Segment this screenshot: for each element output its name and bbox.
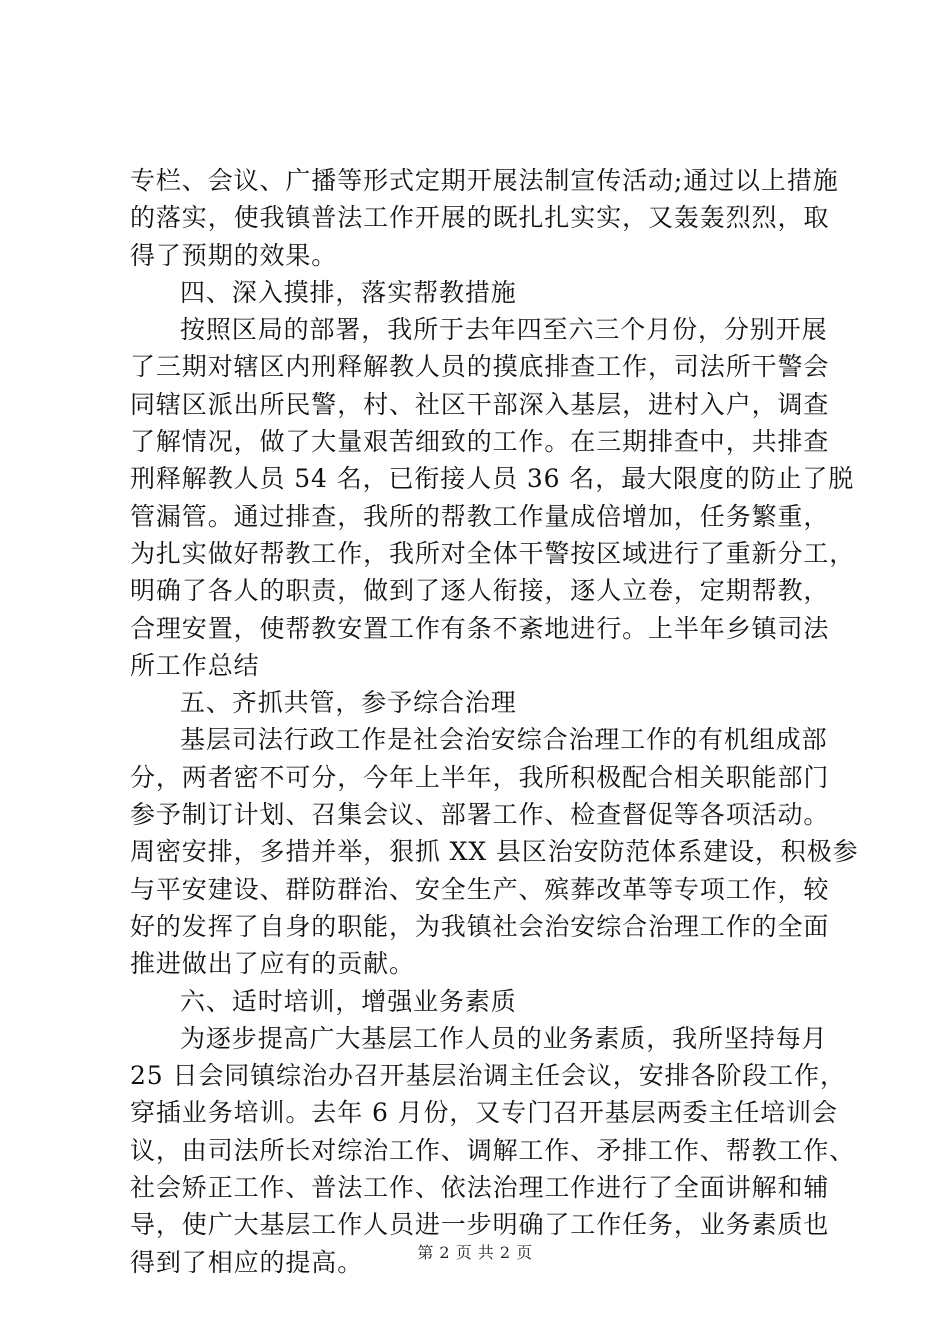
paragraph-line-indented: 五、齐抓共管，参予综合治理 (180, 688, 517, 718)
paragraph-line: 刑释解教人员 54 名，已衔接人员 36 名，最大限度的防止了脱 (130, 464, 855, 494)
paragraph-line: 得到了相应的提高。 (130, 1247, 364, 1277)
paragraph-line: 了三期对辖区内刑释解教人员的摸底排查工作，司法所干警会 (130, 352, 830, 382)
paragraph-line: 明确了各人的职责，做到了逐人衔接，逐人立卷，定期帮教， (130, 576, 830, 606)
paragraph-line: 得了预期的效果。 (130, 240, 338, 270)
paragraph-line: 管漏管。通过排查，我所的帮教工作量成倍增加，任务繁重， (130, 501, 830, 531)
paragraph-line: 推进做出了应有的贡献。 (130, 949, 415, 979)
paragraph-line-indented: 基层司法行政工作是社会治安综合治理工作的有机组成部 (180, 725, 828, 755)
paragraph-line: 所工作总结 (130, 650, 260, 680)
paragraph-line: 周密安排，多措并举，狠抓 XX 县区治安防范体系建设，积极参 (130, 837, 859, 867)
paragraph-line: 穿插业务培训。去年 6 月份，又专门召开基层两委主任培训会 (130, 1098, 838, 1128)
paragraph-line: 25 日会同镇综治办召开基层治调主任会议，安排各阶段工作， (130, 1061, 846, 1091)
paragraph-line-indented: 为逐步提高广大基层工作人员的业务素质，我所坚持每月 (180, 1023, 828, 1053)
paragraph-line: 专栏、会议、广播等形式定期开展法制宣传活动;通过以上措施 (130, 166, 839, 195)
paragraph-line-indented: 四、深入摸排，落实帮教措施 (180, 277, 517, 307)
paragraph-line: 好的发挥了自身的职能，为我镇社会治安综合治理工作的全面 (130, 911, 830, 941)
paragraph-line: 议，由司法所长对综治工作、调解工作、矛排工作、帮教工作、 (130, 1135, 856, 1165)
paragraph-line: 为扎实做好帮教工作，我所对全体干警按区域进行了重新分工， (130, 538, 856, 568)
paragraph-line: 与平安建设、群防群治、安全生产、殡葬改革等专项工作，较 (130, 874, 830, 904)
paragraph-line: 同辖区派出所民警，村、社区干部深入基层，进村入户，调查 (130, 389, 830, 419)
paragraph-line: 参予制订计划、召集会议、部署工作、检查督促等各项活动。 (130, 800, 830, 830)
page-footer: 第 2 页 共 2 页 (417, 1243, 533, 1262)
document-body (130, 162, 859, 1281)
paragraph-line-indented: 六、适时培训，增强业务素质 (180, 986, 517, 1016)
paragraph-line: 导，使广大基层工作人员进一步明确了工作任务，业务素质也 (130, 1210, 830, 1240)
paragraph-line: 了解情况，做了大量艰苦细致的工作。在三期排查中，共排查 (130, 427, 830, 457)
paragraph-line: 分，两者密不可分，今年上半年，我所积极配合相关职能部门 (130, 762, 830, 792)
paragraph-line: 社会矫正工作、普法工作、依法治理工作进行了全面讲解和辅 (130, 1173, 830, 1203)
paragraph-line-indented: 按照区局的部署，我所于去年四至六三个月份，分别开展 (180, 315, 828, 345)
paragraph-line: 合理安置，使帮教安置工作有条不紊地进行。上半年乡镇司法 (130, 613, 830, 643)
paragraph-line: 的落实，使我镇普法工作开展的既扎扎实实，又轰轰烈烈，取 (130, 203, 830, 233)
